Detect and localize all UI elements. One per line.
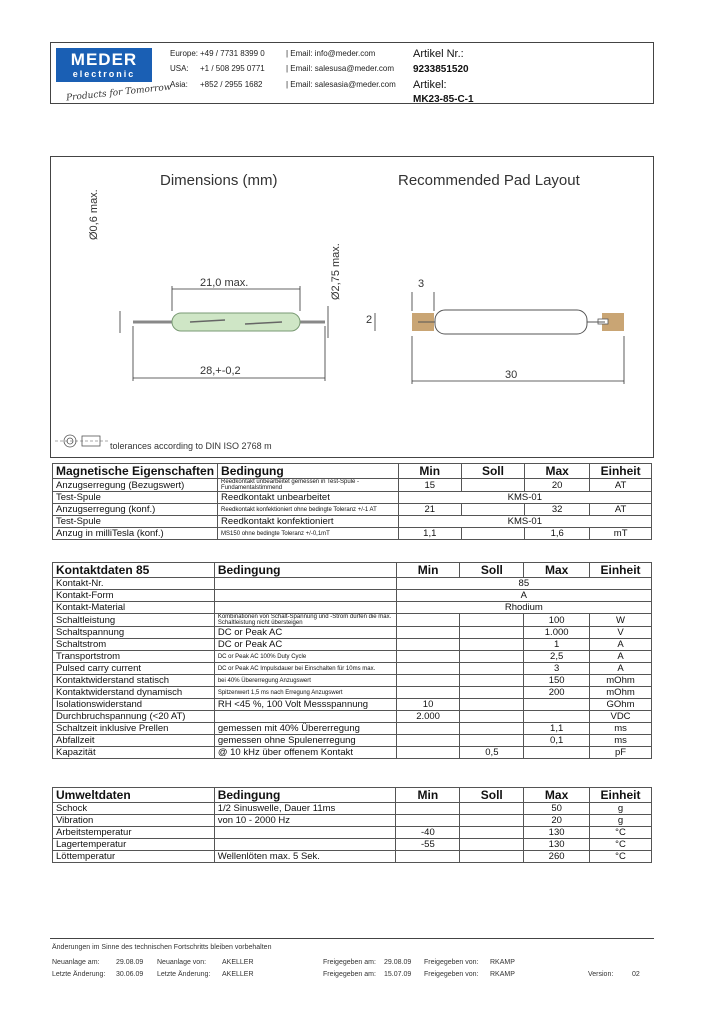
row-name: Durchbruchspannung (<20 AT): [53, 711, 215, 723]
row-max: 3: [524, 663, 590, 675]
row-name: Anzugserregung (Bezugswert): [53, 479, 218, 492]
row-min: [396, 723, 460, 735]
footer-approved2-label: Freigegeben am:: [323, 971, 376, 978]
table-row: [53, 528, 652, 540]
row-unit: V: [590, 627, 652, 639]
row-min: [396, 675, 460, 687]
t2-header-5: Einheit: [590, 563, 652, 578]
dim-total: 28,+-0,2: [200, 365, 241, 377]
t3-header-3: Soll: [460, 788, 524, 803]
environment-data-table: [52, 787, 652, 863]
row-condition: MS150 ohne bedingte Toleranz +/-0,1mT: [218, 528, 399, 540]
row-condition: Spitzenwert 1,5 ms nach Erregung Anzugswert: [214, 687, 396, 699]
table-row: [53, 492, 652, 504]
row-name: Schaltzeit inklusive Prellen: [53, 723, 215, 735]
row-name: Kontakt-Nr.: [53, 578, 215, 590]
row-span-value: A: [396, 590, 651, 602]
row-min: [396, 614, 460, 627]
pad-height: 2: [366, 314, 373, 326]
table-row: [53, 504, 652, 516]
footer-created-by: AKELLER: [222, 959, 254, 966]
pad-layout-title: Recommended Pad Layout: [398, 172, 580, 189]
logo-line1: MEDER: [70, 50, 138, 69]
row-condition: DC or Peak AC 100% Duty Cycle: [214, 651, 396, 663]
row-unit: g: [590, 803, 652, 815]
row-condition: von 10 - 2000 Hz: [214, 815, 396, 827]
t3-header-1: Bedingung: [214, 788, 396, 803]
contact-phone-asia: +852 / 2955 1682: [200, 80, 263, 89]
footer-approved2-by-label: Freigegeben von:: [424, 971, 479, 978]
contact-email-asia: | Email: salesasia@meder.com: [286, 80, 396, 89]
row-unit: GOhm: [590, 699, 652, 711]
footer-changed-by: AKELLER: [222, 971, 254, 978]
row-max: 32: [525, 504, 590, 516]
row-name: Schock: [53, 803, 215, 815]
row-unit: ms: [590, 723, 652, 735]
table-row: [53, 851, 652, 863]
row-max: 130: [524, 839, 590, 851]
row-max: 0,1: [524, 735, 590, 747]
dimensions-title: Dimensions (mm): [160, 172, 278, 189]
row-max: 100: [524, 614, 590, 627]
row-min: [396, 815, 460, 827]
table-row: [53, 602, 652, 614]
footer-divider: [50, 938, 654, 939]
row-unit: mOhm: [590, 687, 652, 699]
row-min: 2.000: [396, 711, 460, 723]
row-max: 150: [524, 675, 590, 687]
row-name: Transportstrom: [53, 651, 215, 663]
row-condition: Reedkontakt unbearbeitet gemessen in Test-Spule - Fundamentalstimmend: [218, 479, 399, 492]
row-name: Pulsed carry current: [53, 663, 215, 675]
table-row: [53, 711, 652, 723]
t1-header-2: Min: [398, 464, 461, 479]
row-max: 1.000: [524, 627, 590, 639]
footer-created-label: Neuanlage am:: [52, 959, 100, 966]
row-condition: Reedkontakt konfektioniert: [218, 516, 399, 528]
row-unit: ms: [590, 735, 652, 747]
logo-line2: electronic: [72, 69, 136, 79]
row-name: Schaltleistung: [53, 614, 215, 627]
row-name: Test-Spule: [53, 492, 218, 504]
row-min: [396, 663, 460, 675]
pad-layout-drawing: [375, 292, 624, 384]
contact-phone-usa: +1 / 508 295 0771: [200, 64, 265, 73]
row-condition: Reedkontakt unbearbeitet: [218, 492, 399, 504]
row-condition: gemessen mit 40% Übererregung: [214, 723, 396, 735]
row-max: 20: [524, 815, 590, 827]
table-row: [53, 803, 652, 815]
contact-email-usa: | Email: salesusa@meder.com: [286, 64, 395, 73]
row-name: Kontakt-Material: [53, 602, 215, 614]
table-row: [53, 735, 652, 747]
row-unit: mT: [590, 528, 652, 540]
table-row: [53, 614, 652, 627]
row-condition: DC or Peak AC: [214, 639, 396, 651]
row-name: Anzug in milliTesla (konf.): [53, 528, 218, 540]
dim-body-diameter: Ø2,75 max.: [330, 243, 342, 300]
row-soll: [461, 528, 524, 540]
t1-header-0: Magnetische Eigenschaften: [53, 464, 218, 479]
row-soll: [460, 663, 524, 675]
footer-note: Änderungen im Sinne des technischen Fortschritts bleiben vorbehalten: [52, 944, 272, 951]
row-min: -40: [396, 827, 460, 839]
row-unit: AT: [590, 479, 652, 492]
row-name: Isolationswiderstand: [53, 699, 215, 711]
t3-header-5: Einheit: [590, 788, 652, 803]
row-min: -55: [396, 839, 460, 851]
row-condition: 1/2 Sinuswelle, Dauer 11ms: [214, 803, 396, 815]
table-row: [53, 747, 652, 759]
slogan: Products for Tomorrow: [65, 82, 173, 104]
row-name: Lagertemperatur: [53, 839, 215, 851]
row-min: [396, 803, 460, 815]
row-soll: [460, 815, 524, 827]
row-span-value: 85: [396, 578, 651, 590]
row-condition: DC or Peak AC Impulsdauer bei Einschalten für 10ms max.: [214, 663, 396, 675]
row-soll: [460, 723, 524, 735]
row-name: Kontaktwiderstand statisch: [53, 675, 215, 687]
row-condition: [214, 827, 396, 839]
row-soll: [460, 839, 524, 851]
row-min: 1,1: [398, 528, 461, 540]
table-row: [53, 827, 652, 839]
row-max: 1,1: [524, 723, 590, 735]
row-soll: 0,5: [460, 747, 524, 759]
table-row: [53, 699, 652, 711]
row-soll: [460, 651, 524, 663]
artikel-nr-label: Artikel Nr.:: [413, 48, 464, 60]
row-condition: gemessen ohne Spulenerregung: [214, 735, 396, 747]
footer-changed-by-label: Letzte Änderung:: [157, 971, 211, 978]
magnetic-properties-table: [52, 463, 652, 540]
meder-logo: [56, 48, 152, 82]
footer-created-by-label: Neuanlage von:: [157, 959, 207, 966]
t2-header-0: Kontaktdaten 85: [53, 563, 215, 578]
projection-symbol: [55, 435, 108, 447]
row-name: Kontaktwiderstand dynamisch: [53, 687, 215, 699]
row-max: 2,5: [524, 651, 590, 663]
footer-created-date: 29.08.09: [116, 959, 144, 966]
row-span-value: KMS-01: [398, 492, 651, 504]
row-min: [396, 639, 460, 651]
table-row: [53, 687, 652, 699]
table-row: [53, 627, 652, 639]
footer-changed-label: Letzte Änderung:: [52, 971, 106, 978]
table-row: [53, 479, 652, 492]
row-unit: °C: [590, 827, 652, 839]
row-soll: [460, 827, 524, 839]
row-soll: [460, 699, 524, 711]
row-max: 1,6: [525, 528, 590, 540]
row-min: [396, 651, 460, 663]
row-span-value: Rhodium: [396, 602, 651, 614]
t3-header-4: Max: [524, 788, 590, 803]
contact-email-europe: | Email: info@meder.com: [286, 49, 376, 58]
row-name: Vibration: [53, 815, 215, 827]
row-min: [396, 747, 460, 759]
row-soll: [460, 851, 524, 863]
row-name: Test-Spule: [53, 516, 218, 528]
pad-width: 3: [418, 278, 425, 290]
footer-approved-by: RKAMP: [490, 959, 515, 966]
row-soll: [460, 639, 524, 651]
row-unit: pF: [590, 747, 652, 759]
row-max: 50: [524, 803, 590, 815]
row-span-value: KMS-01: [398, 516, 651, 528]
contact-region-europe: Europe:: [170, 49, 199, 58]
t1-header-5: Einheit: [590, 464, 652, 479]
row-max: [524, 711, 590, 723]
row-soll: [460, 675, 524, 687]
row-max: 200: [524, 687, 590, 699]
row-unit: AT: [590, 504, 652, 516]
footer-approved-date: 29.08.09: [384, 959, 412, 966]
row-max: 260: [524, 851, 590, 863]
contact-region-usa: USA:: [170, 64, 189, 73]
row-condition: DC or Peak AC: [214, 627, 396, 639]
t2-header-3: Soll: [460, 563, 524, 578]
row-condition: [214, 578, 396, 590]
dim-length: 21,0 max.: [200, 277, 249, 289]
dim-diameter: Ø0,6 max.: [88, 189, 100, 240]
artikel-label: Artikel:: [413, 79, 447, 91]
row-name: Abfallzeit: [53, 735, 215, 747]
row-unit: A: [590, 651, 652, 663]
t1-header-3: Soll: [461, 464, 524, 479]
contact-phone-europe: +49 / 7731 8399 0: [200, 49, 265, 58]
footer-version: 02: [632, 971, 640, 978]
row-name: Löttemperatur: [53, 851, 215, 863]
row-unit: W: [590, 614, 652, 627]
t2-header-2: Min: [396, 563, 460, 578]
row-unit: °C: [590, 839, 652, 851]
table-row: [53, 675, 652, 687]
row-soll: [460, 711, 524, 723]
pad-total: 30: [505, 369, 518, 381]
row-condition: RH <45 %, 100 Volt Messspannung: [214, 699, 396, 711]
row-unit: °C: [590, 851, 652, 863]
row-condition: bei 40% Übererregung Anzugswert: [214, 675, 396, 687]
row-max: 20: [525, 479, 590, 492]
technical-drawing: [50, 156, 654, 458]
row-min: 15: [398, 479, 461, 492]
footer-approved-by-label: Freigegeben von:: [424, 959, 479, 966]
row-min: [396, 627, 460, 639]
t1-header-4: Max: [525, 464, 590, 479]
tolerance-note: tolerances according to DIN ISO 2768 m: [110, 441, 272, 451]
row-unit: VDC: [590, 711, 652, 723]
t1-header-1: Bedingung: [218, 464, 399, 479]
row-condition: Kombinationen von Schalt-Spannung und -Strom dürfen die max. Schaltleistung nicht übersteigen: [214, 614, 396, 627]
contact-data-table: [52, 562, 652, 759]
row-soll: [460, 735, 524, 747]
row-condition: [214, 602, 396, 614]
table-row: [53, 723, 652, 735]
row-soll: [460, 614, 524, 627]
table-row: [53, 651, 652, 663]
row-min: [396, 735, 460, 747]
row-name: Schaltspannung: [53, 627, 215, 639]
row-name: Kapazität: [53, 747, 215, 759]
row-condition: Reedkontakt konfektioniert ohne bedingte Toleranz +/-1 AT: [218, 504, 399, 516]
t3-header-2: Min: [396, 788, 460, 803]
row-name: Anzugserregung (konf.): [53, 504, 218, 516]
row-min: [396, 851, 460, 863]
row-max: 130: [524, 827, 590, 839]
footer-approved2-by: RKAMP: [490, 971, 515, 978]
table-row: [53, 516, 652, 528]
table-row: [53, 590, 652, 602]
contact-region-asia: Asia:: [170, 80, 188, 89]
table-row: [53, 639, 652, 651]
footer-approved-label: Freigegeben am:: [323, 959, 376, 966]
row-condition: [214, 590, 396, 602]
table-row: [53, 839, 652, 851]
table-row: [53, 578, 652, 590]
t2-header-4: Max: [524, 563, 590, 578]
t2-header-1: Bedingung: [214, 563, 396, 578]
row-min: [396, 687, 460, 699]
row-min: 21: [398, 504, 461, 516]
row-soll: [460, 627, 524, 639]
row-condition: Wellenlöten max. 5 Sek.: [214, 851, 396, 863]
row-max: [524, 699, 590, 711]
table-row: [53, 663, 652, 675]
row-soll: [461, 504, 524, 516]
row-unit: A: [590, 663, 652, 675]
row-unit: g: [590, 815, 652, 827]
row-unit: A: [590, 639, 652, 651]
artikel-nr-value: 9233851520: [413, 64, 469, 75]
row-condition: [214, 839, 396, 851]
table-row: [53, 815, 652, 827]
row-unit: mOhm: [590, 675, 652, 687]
row-condition: [214, 711, 396, 723]
row-min: 10: [396, 699, 460, 711]
row-name: Arbeitstemperatur: [53, 827, 215, 839]
footer-approved2-date: 15.07.09: [384, 971, 412, 978]
t3-header-0: Umweltdaten: [53, 788, 215, 803]
row-condition: @ 10 kHz über offenem Kontakt: [214, 747, 396, 759]
row-soll: [460, 803, 524, 815]
artikel-value: MK23-85-C-1: [413, 94, 474, 105]
row-soll: [460, 687, 524, 699]
row-max: [524, 747, 590, 759]
row-name: Schaltstrom: [53, 639, 215, 651]
row-name: Kontakt-Form: [53, 590, 215, 602]
footer-version-label: Version:: [588, 971, 614, 978]
row-max: 1: [524, 639, 590, 651]
row-soll: [461, 479, 524, 492]
footer-changed-date: 30.06.09: [116, 971, 144, 978]
